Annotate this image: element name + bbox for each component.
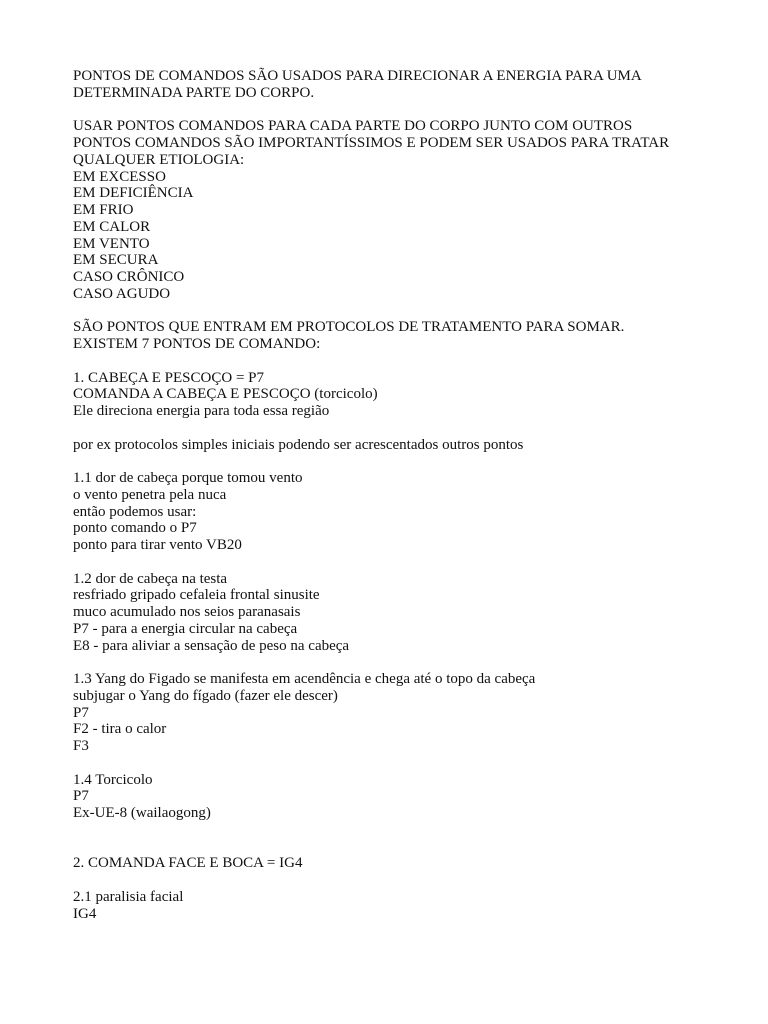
paragraph — [73, 437, 733, 454]
document-page — [73, 68, 733, 939]
text-line: COMANDA A CABEÇA E PESCOÇO (torcicolo) — [73, 386, 378, 403]
paragraph — [73, 889, 733, 923]
text-line: EM CALOR — [73, 218, 151, 235]
text-line: muco acumulado nos seios paranasais — [73, 604, 301, 620]
text-line: ponto para tirar vento VB20 — [73, 537, 242, 553]
text-line: então podemos usar: — [73, 503, 197, 520]
text-line: E8 - para aliviar a sensação de peso na cabeça — [73, 637, 350, 654]
paragraph — [73, 68, 733, 102]
text-line: EM VENTO — [73, 235, 150, 252]
text-line: EM DEFICIÊNCIA — [73, 185, 194, 202]
text-line: 1.3 Yang do Figado se manifesta em acendência e chega até o topo da cabeça — [73, 671, 536, 687]
text-line: ponto comando o P7 — [73, 520, 197, 537]
text-line: P7 — [73, 704, 89, 721]
text-line: EM EXCESSO — [73, 168, 166, 185]
text-line: subjugar o Yang do fígado (fazer ele descer) — [73, 687, 338, 704]
text-line: 2. COMANDA FACE E BOCA = IG4 — [73, 855, 303, 872]
text-line: USAR PONTOS COMANDOS PARA CADA PARTE DO CORPO JUNTO COM OUTROS — [73, 118, 633, 135]
text-line: 1.2 dor de cabeça na testa — [73, 570, 228, 587]
text-line: EM FRIO — [73, 202, 134, 218]
paragraph — [73, 319, 733, 353]
paragraph — [73, 671, 733, 755]
text-line: CASO AGUDO — [73, 285, 171, 302]
text-line: CASO CRÔNICO — [73, 269, 185, 285]
text-line: PONTOS COMANDOS SÃO IMPORTANTÍSSIMOS E PODEM SER USADOS PARA TRATAR — [73, 135, 670, 151]
text-line: QUALQUER ETIOLOGIA: — [73, 151, 245, 168]
text-line: 1. CABEÇA E PESCOÇO = P7 — [73, 369, 265, 386]
text-line: por ex protocolos simples iniciais podendo ser acrescentados outros pontos — [73, 436, 524, 453]
text-line: 1.4 Torcicolo — [73, 771, 153, 788]
text-line: IG4 — [73, 905, 97, 922]
text-line: resfriado gripado cefaleia frontal sinusite — [73, 587, 320, 604]
paragraph — [73, 370, 733, 420]
text-line: 2.1 paralisia facial — [73, 888, 184, 905]
text-line: 1.1 dor de cabeça porque tomou vento — [73, 470, 303, 486]
text-line: o vento penetra pela nuca — [73, 486, 227, 503]
blank-line — [73, 839, 733, 856]
paragraph — [73, 855, 733, 872]
text-line: SÃO PONTOS QUE ENTRAM EM PROTOCOLOS DE TRATAMENTO PARA SOMAR. — [73, 319, 625, 336]
text-line: Ex-UE-8 (wailaogong) — [73, 805, 211, 821]
paragraph — [73, 470, 733, 554]
text-line: F3 — [73, 738, 89, 754]
text-line: PONTOS DE COMANDOS SÃO USADOS PARA DIRECIONAR A ENERGIA PARA UMA — [73, 68, 642, 84]
text-line: EM SECURA — [73, 252, 159, 269]
text-line: F2 - tira o calor — [73, 721, 167, 738]
text-line: P7 — [73, 788, 89, 805]
text-line: Ele direciona energia para toda essa região — [73, 403, 330, 419]
paragraph — [73, 118, 733, 302]
paragraph — [73, 772, 733, 822]
text-line: P7 - para a energia circular na cabeça — [73, 620, 298, 637]
paragraph — [73, 571, 733, 655]
text-line: EXISTEM 7 PONTOS DE COMANDO: — [73, 336, 321, 352]
text-line: DETERMINADA PARTE DO CORPO. — [73, 84, 315, 101]
